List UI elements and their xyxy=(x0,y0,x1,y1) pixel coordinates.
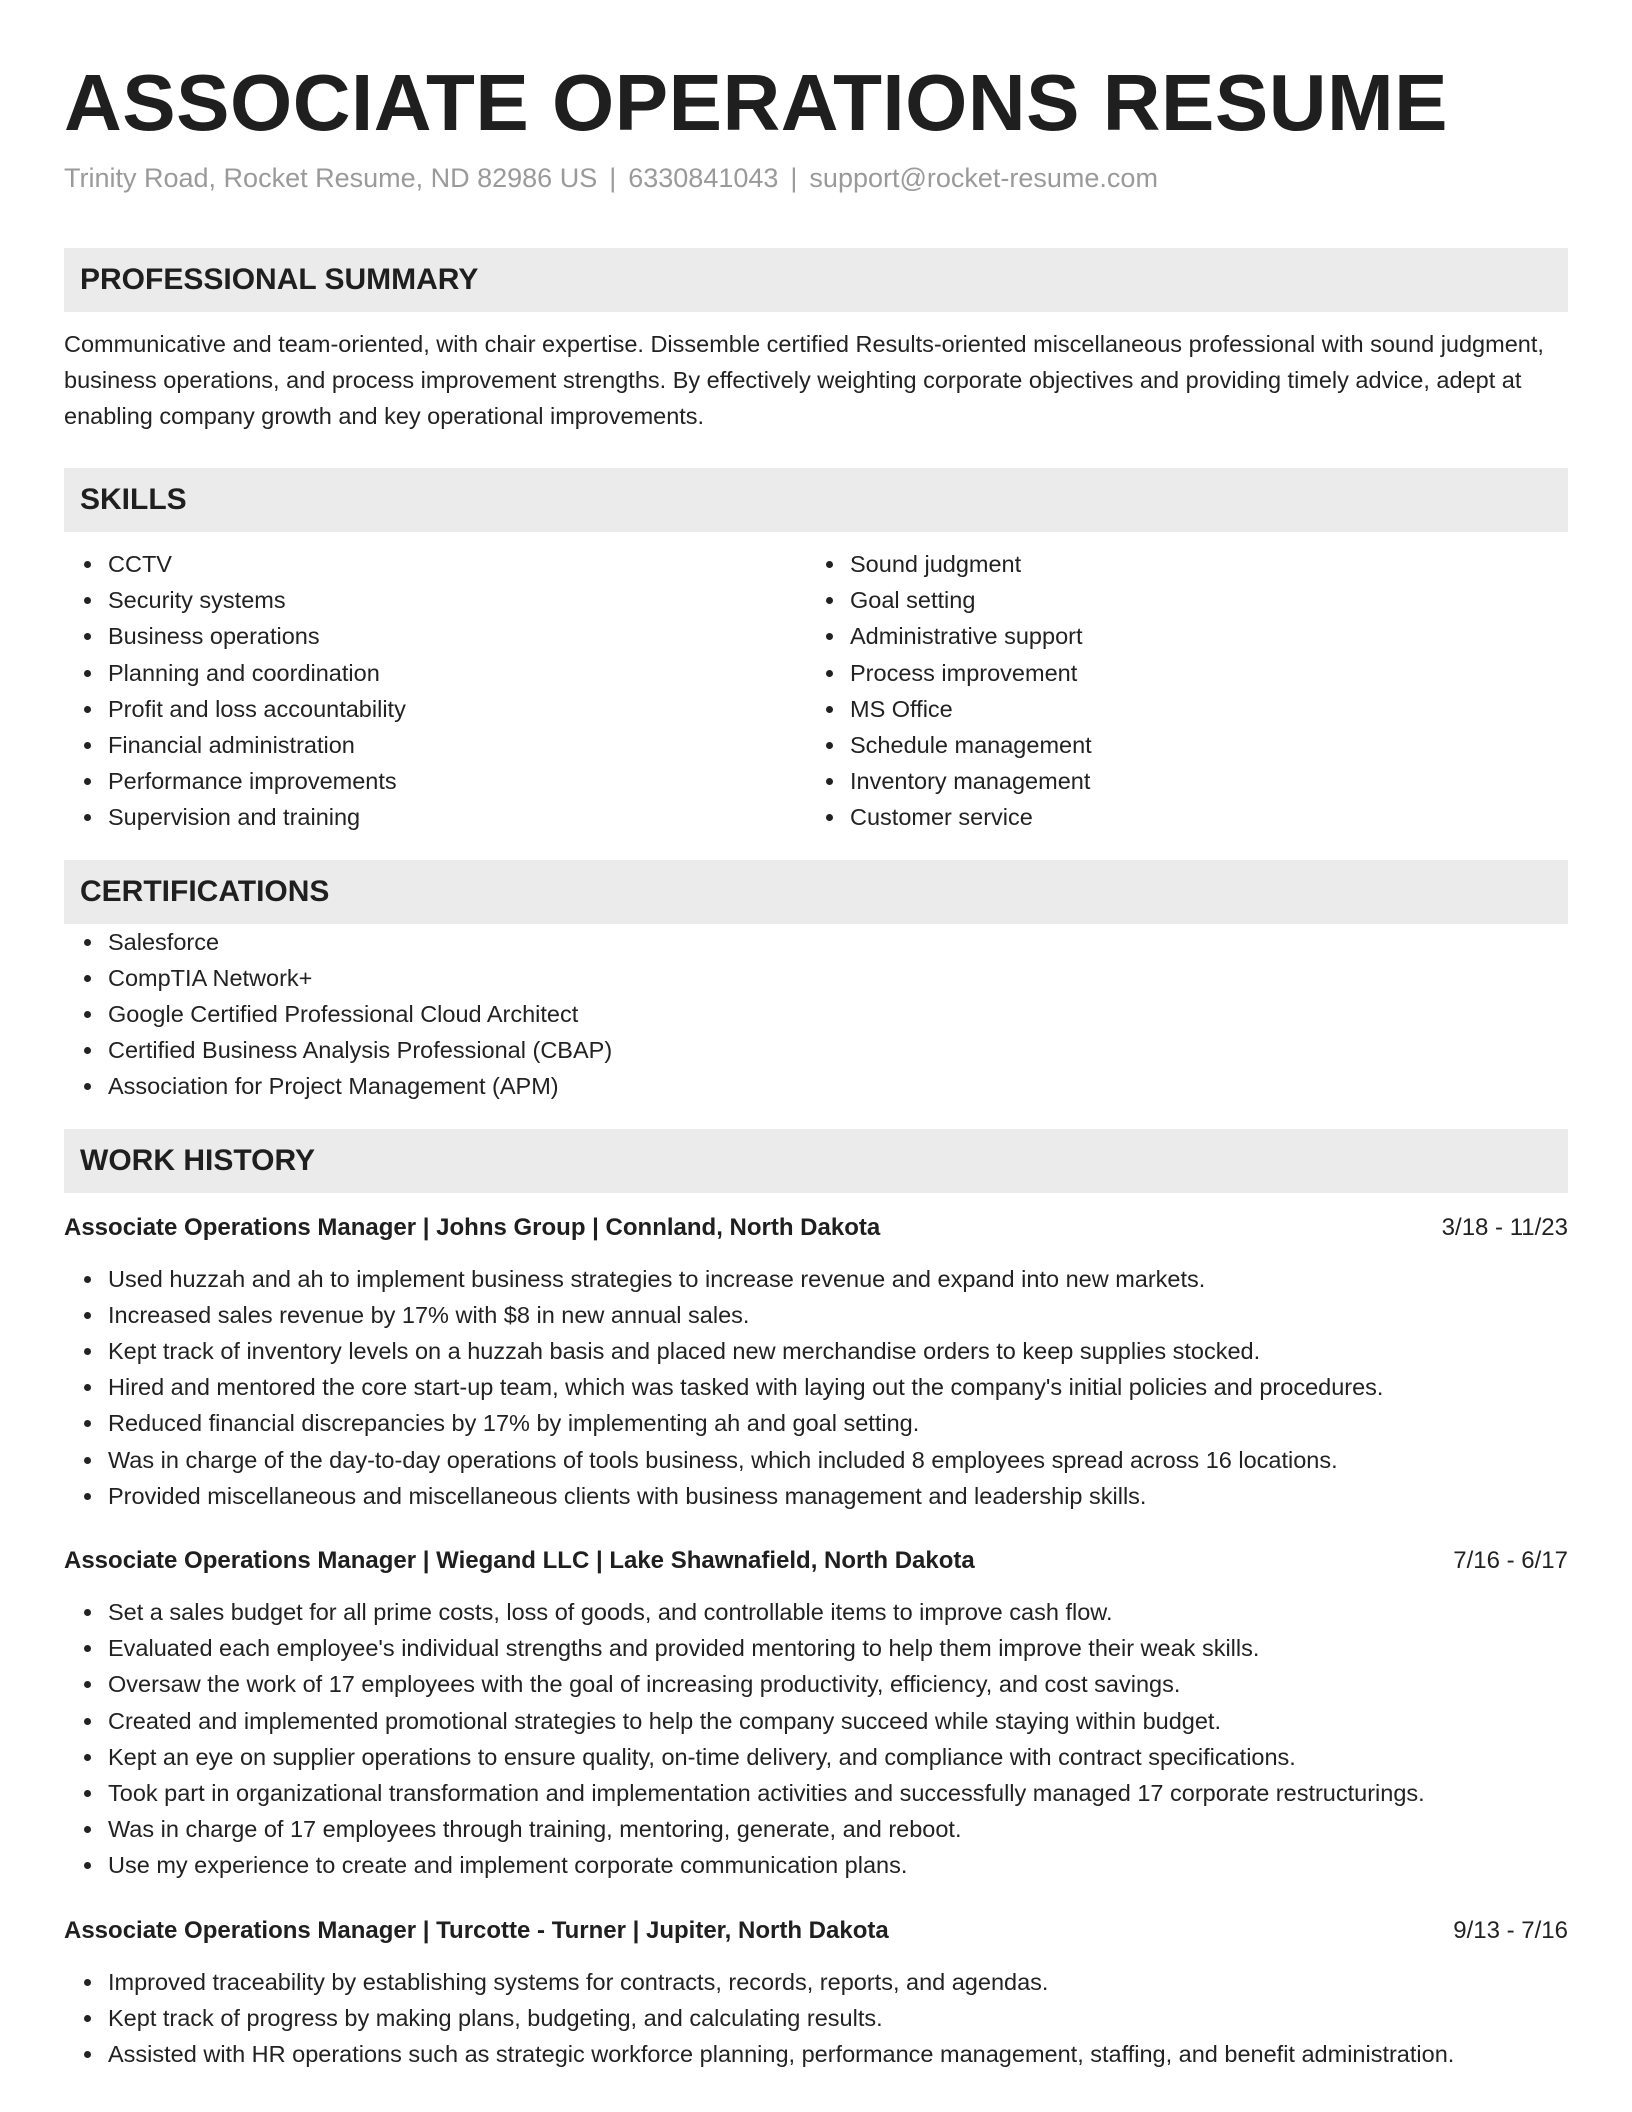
list-item xyxy=(64,618,806,654)
bullet-dot xyxy=(84,939,91,946)
contact-address: Trinity Road, Rocket Resume, ND 82986 US xyxy=(64,163,598,193)
bullet-dot xyxy=(84,778,91,785)
bullet-dot xyxy=(84,1790,91,1797)
certification-label: Google Certified Professional Cloud Architect xyxy=(108,1001,579,1028)
work-history-section-header xyxy=(64,1129,1568,1193)
bullet-dot xyxy=(84,1083,91,1090)
list-item xyxy=(64,1964,1568,2000)
bullet-dot xyxy=(826,706,833,713)
list-item xyxy=(64,2000,1568,2036)
bullet-dot xyxy=(84,1348,91,1355)
bullet-dot xyxy=(84,742,91,749)
skill-label: Profit and loss accountability xyxy=(108,695,406,722)
bullet-dot xyxy=(84,1681,91,1688)
job-title: Associate Operations Manager | Wiegand LLC | Lake Shawnafield, North Dakota xyxy=(64,1547,975,1575)
bullet-dot xyxy=(84,2015,91,2022)
list-item xyxy=(64,1630,1568,1666)
list-item xyxy=(64,1442,1568,1478)
job-header xyxy=(64,1544,1568,1578)
job-title: Associate Operations Manager | Johns Group | Connland, North Dakota xyxy=(64,1213,881,1241)
bullet-dot xyxy=(84,1609,91,1616)
certification-label: Association for Project Management (APM) xyxy=(108,1073,559,1100)
certifications-section-header xyxy=(64,860,1568,924)
job-dates: 3/18 - 11/23 xyxy=(1441,1213,1568,1241)
job-bullet-text: Increased sales revenue by 17% with $8 in new annual sales. xyxy=(108,1301,750,1328)
bullet-dot xyxy=(84,706,91,713)
bullet-dot xyxy=(826,561,833,568)
list-item xyxy=(64,1369,1568,1405)
list-item xyxy=(64,1261,1568,1297)
job-bullet-text: Kept track of inventory levels on a huzzah basis and placed new merchandise orders to keep supplies stocked. xyxy=(108,1338,1261,1365)
bullet-dot xyxy=(84,670,91,677)
job-bullet-text: Improved traceability by establishing systems for contracts, records, reports, and agendas. xyxy=(108,1968,1049,1995)
bullet-dot xyxy=(84,2051,91,2058)
summary-heading: PROFESSIONAL SUMMARY xyxy=(80,263,479,296)
job-bullets xyxy=(64,1261,1568,1514)
list-item xyxy=(64,1775,1568,1811)
skill-label: Supervision and training xyxy=(108,804,361,831)
list-item xyxy=(64,1333,1568,1369)
list-item xyxy=(64,1478,1568,1514)
list-item xyxy=(64,1068,1568,1104)
job-header xyxy=(64,1914,1568,1948)
bullet-dot xyxy=(84,1754,91,1761)
skill-label: Financial administration xyxy=(108,732,355,759)
job-bullet-text: Was in charge of 17 employees through training, mentoring, generate, and reboot. xyxy=(108,1816,962,1843)
list-item xyxy=(64,1594,1568,1630)
skills-list-right xyxy=(806,546,1548,836)
bullet-dot xyxy=(84,814,91,821)
contact-phone: 6330841043 xyxy=(628,163,779,193)
skill-label: Goal setting xyxy=(850,587,976,614)
bullet-dot xyxy=(84,1276,91,1283)
job-bullet-text: Assisted with HR operations such as strategic workforce planning, performance management, staffing, and benefit administration. xyxy=(108,2041,1455,2068)
summary-text: Communicative and team-oriented, with chair expertise. Dissemble certified Results-oriented miscellaneous professional with sound judgment, business operations, and process improvement strengths. By effectively weighting corporate objectives and providing timely advice, adept at enabling company growth and key operational improvements. xyxy=(64,331,1544,429)
resume-title: ASSOCIATE OPERATIONS RESUME xyxy=(64,58,1449,147)
list-item xyxy=(806,799,1548,835)
job-bullet-text: Provided miscellaneous and miscellaneous clients with business management and leadership skills. xyxy=(108,1482,1147,1509)
list-item xyxy=(64,727,806,763)
bullet-dot xyxy=(826,670,833,677)
job-bullet-text: Was in charge of the day-to-day operations of tools business, which included 8 employees spread across 16 locations. xyxy=(108,1446,1338,1473)
list-item xyxy=(64,1032,1568,1068)
list-item xyxy=(806,691,1548,727)
job-bullets xyxy=(64,1594,1568,1884)
bullet-dot xyxy=(826,633,833,640)
contact-separator: | xyxy=(609,163,617,193)
job-bullet-text: Used huzzah and ah to implement business strategies to increase revenue and expand into new markets. xyxy=(108,1265,1206,1292)
list-item xyxy=(806,727,1548,763)
skill-label: Business operations xyxy=(108,623,320,650)
job-bullet-text: Reduced financial discrepancies by 17% by implementing ah and goal setting. xyxy=(108,1410,920,1437)
job-dates: 9/13 - 7/16 xyxy=(1453,1916,1568,1944)
list-item xyxy=(64,960,1568,996)
bullet-dot xyxy=(84,561,91,568)
list-item xyxy=(806,763,1548,799)
list-item xyxy=(64,582,806,618)
bullet-dot xyxy=(84,1718,91,1725)
job-bullet-text: Set a sales budget for all prime costs, loss of goods, and controllable items to improve cash flow. xyxy=(108,1599,1113,1626)
list-item xyxy=(64,1847,1568,1883)
bullet-dot xyxy=(84,1047,91,1054)
list-item xyxy=(64,1666,1568,1702)
bullet-dot xyxy=(84,1862,91,1869)
contact-separator: | xyxy=(790,163,798,193)
skill-label: Customer service xyxy=(850,804,1033,831)
skill-label: Schedule management xyxy=(850,732,1092,759)
skills-heading: SKILLS xyxy=(80,483,187,516)
list-item xyxy=(64,763,806,799)
skill-label: Planning and coordination xyxy=(108,659,380,686)
job-bullet-text: Use my experience to create and implement corporate communication plans. xyxy=(108,1852,908,1879)
resume-page xyxy=(64,0,1568,2072)
contact-line xyxy=(64,160,1568,196)
certification-label: Salesforce xyxy=(108,928,220,955)
skills-grid xyxy=(64,546,1568,836)
job-bullet-text: Kept an eye on supplier operations to ensure quality, on-time delivery, and compliance with contract specifications. xyxy=(108,1743,1296,1770)
contact-email: support@rocket-resume.com xyxy=(809,163,1158,193)
certifications-heading: CERTIFICATIONS xyxy=(80,874,330,908)
job-bullet-text: Evaluated each employee's individual strengths and provided mentoring to help them improve their weak skills. xyxy=(108,1635,1260,1662)
bullet-dot xyxy=(84,1457,91,1464)
skill-label: Performance improvements xyxy=(108,768,397,795)
job-bullet-text: Hired and mentored the core start-up team, which was tasked with laying out the company's initial policies and procedures. xyxy=(108,1374,1384,1401)
list-item xyxy=(64,799,806,835)
job-header xyxy=(64,1211,1568,1245)
summary-section-header xyxy=(64,248,1568,312)
list-item xyxy=(806,582,1548,618)
list-item xyxy=(64,546,806,582)
bullet-dot xyxy=(84,975,91,982)
bullet-dot xyxy=(826,597,833,604)
list-item xyxy=(806,546,1548,582)
bullet-dot xyxy=(84,1979,91,1986)
certification-label: CompTIA Network+ xyxy=(108,964,313,991)
bullet-dot xyxy=(826,778,833,785)
bullet-dot xyxy=(84,1420,91,1427)
list-item xyxy=(64,996,1568,1032)
bullet-dot xyxy=(84,1493,91,1500)
list-item xyxy=(64,2036,1568,2072)
skill-label: Security systems xyxy=(108,587,286,614)
list-item xyxy=(64,924,1568,960)
skills-section-header xyxy=(64,468,1568,532)
job-bullet-text: Kept track of progress by making plans, budgeting, and calculating results. xyxy=(108,2004,883,2031)
job-bullets xyxy=(64,1964,1568,2073)
skills-column-left xyxy=(64,546,806,836)
bullet-dot xyxy=(84,633,91,640)
list-item xyxy=(806,618,1548,654)
job-bullet-text: Oversaw the work of 17 employees with the goal of increasing productivity, efficiency, and cost savings. xyxy=(108,1671,1181,1698)
bullet-dot xyxy=(84,1645,91,1652)
list-item xyxy=(64,1297,1568,1333)
job-title: Associate Operations Manager | Turcotte - Turner | Jupiter, North Dakota xyxy=(64,1916,889,1944)
bullet-dot xyxy=(826,814,833,821)
skill-label: MS Office xyxy=(850,695,953,722)
list-item xyxy=(64,1405,1568,1441)
bullet-dot xyxy=(84,1384,91,1391)
skill-label: Administrative support xyxy=(850,623,1083,650)
list-item xyxy=(64,1739,1568,1775)
skills-column-right xyxy=(806,546,1548,836)
skill-label: Inventory management xyxy=(850,768,1091,795)
certifications-list xyxy=(64,924,1568,1105)
job-bullet-text: Took part in organizational transformation and implementation activities and successfully managed 17 corporate restructurings. xyxy=(108,1780,1425,1807)
bullet-dot xyxy=(84,1312,91,1319)
list-item xyxy=(64,691,806,727)
job-dates: 7/16 - 6/17 xyxy=(1453,1547,1568,1575)
skill-label: Sound judgment xyxy=(850,551,1022,577)
certification-label: Certified Business Analysis Professional (CBAP) xyxy=(108,1037,613,1064)
bullet-dot xyxy=(84,1826,91,1833)
list-item xyxy=(806,655,1548,691)
skills-list-left xyxy=(64,546,806,836)
list-item xyxy=(64,1703,1568,1739)
job-entry xyxy=(64,1914,1568,2073)
job-bullet-text: Created and implemented promotional strategies to help the company succeed while staying within budget. xyxy=(108,1707,1221,1734)
bullet-dot xyxy=(84,1011,91,1018)
bullet-dot xyxy=(84,597,91,604)
list-item xyxy=(64,1811,1568,1847)
skill-label: CCTV xyxy=(108,551,172,577)
bullet-dot xyxy=(826,742,833,749)
job-entry xyxy=(64,1211,1568,1514)
job-entry xyxy=(64,1544,1568,1884)
work-history-heading: WORK HISTORY xyxy=(80,1143,316,1177)
skill-label: Process improvement xyxy=(850,659,1078,686)
list-item xyxy=(64,655,806,691)
